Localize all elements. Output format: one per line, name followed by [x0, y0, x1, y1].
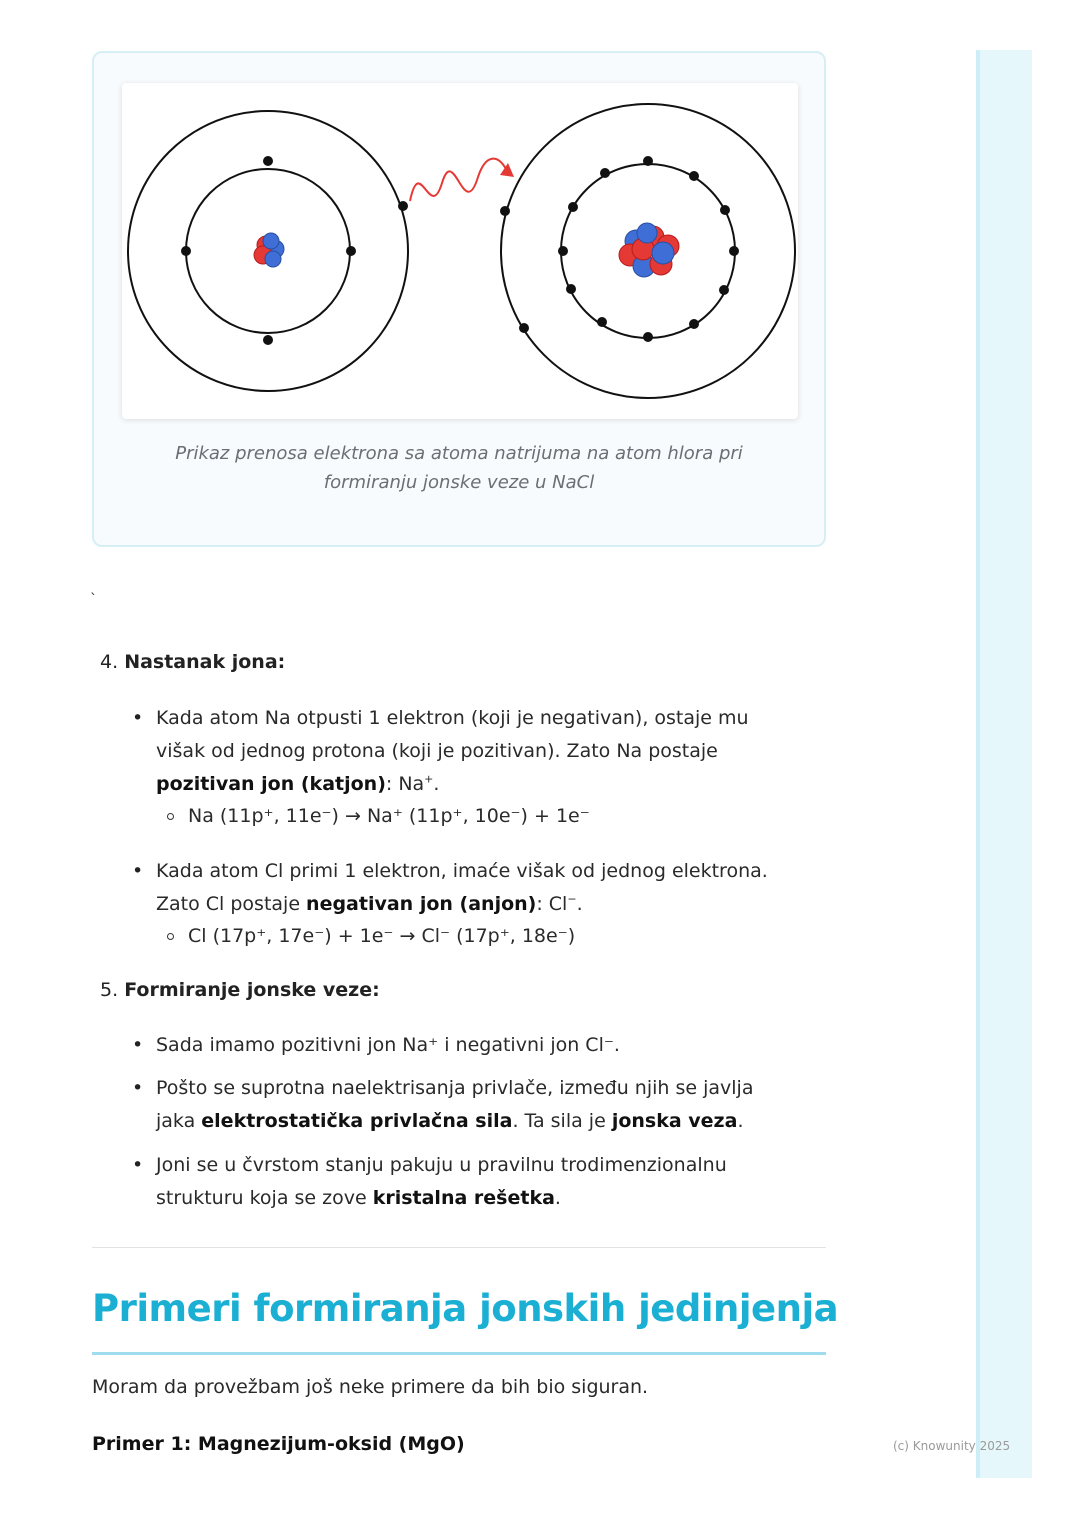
- caption-line: formiranju jonske veze u NaCl: [323, 472, 595, 493]
- list-number: 4.: [100, 651, 119, 673]
- bold-term: negativan jon (anjon): [306, 893, 537, 915]
- title-underline: [92, 1352, 826, 1355]
- chlorine-atom: [500, 104, 795, 398]
- electron: [519, 323, 529, 333]
- electron: [719, 285, 729, 295]
- stray-mark: `: [90, 592, 97, 608]
- section-label: Formiranje jonske veze:: [124, 979, 380, 1001]
- section-heading-5: [100, 979, 380, 1001]
- inline-text: jaka: [156, 1110, 202, 1132]
- sub-list-item: Na (11p⁺, 11e⁻) → Na⁺ (11p⁺, 10e⁻) + 1e⁻: [188, 800, 590, 833]
- electron: [566, 284, 576, 294]
- inline-text: .: [737, 1110, 744, 1132]
- superscript: −: [567, 892, 577, 906]
- transferring-electron: [398, 201, 408, 211]
- divider: [92, 1247, 826, 1248]
- sidebar-strip: [976, 50, 1032, 1478]
- section-title: Primeri formiranja jonskih jedinjenja: [92, 1287, 839, 1330]
- list-item: [156, 1072, 816, 1138]
- electron-transfer-diagram: [122, 83, 798, 419]
- electron: [689, 319, 699, 329]
- inline-text: .: [433, 773, 440, 795]
- inline-text: .: [576, 893, 583, 915]
- electron: [643, 332, 653, 342]
- example-title: Primer 1: Magnezijum-oksid (MgO): [92, 1433, 465, 1455]
- inline-text: .: [554, 1187, 561, 1209]
- inline-text: : Cl: [536, 893, 568, 915]
- inline-text: . Ta sila je: [512, 1110, 612, 1132]
- list-item: [156, 1149, 816, 1215]
- electron: [263, 156, 273, 166]
- electron: [729, 246, 739, 256]
- text-line: • Joni se u čvrstom stanju pakuju u pravilnu trodimenzionalnu: [156, 1154, 727, 1176]
- text-line: [156, 768, 816, 801]
- electron: [568, 202, 578, 212]
- electron: [558, 246, 568, 256]
- figure-caption: [114, 439, 804, 497]
- text-line: • Kada atom Cl primi 1 elektron, imaće višak od jednog elektrona.: [156, 860, 768, 882]
- text-line: • Kada atom Na otpusti 1 elektron (koji je negativan), ostaje mu: [156, 707, 749, 729]
- list-number: 5.: [100, 979, 119, 1001]
- bold-term: jonska veza: [611, 1110, 738, 1132]
- electron: [600, 168, 610, 178]
- chlorine-nucleus: [619, 223, 679, 277]
- text-line: [156, 888, 816, 921]
- figure-box: [92, 51, 826, 547]
- electron: [689, 171, 699, 181]
- bold-term: kristalna rešetka: [372, 1187, 555, 1209]
- inline-text: : Na: [385, 773, 425, 795]
- list-item: [156, 702, 816, 801]
- text-line: [156, 1182, 816, 1215]
- electron: [263, 335, 273, 345]
- bold-term: elektrostatička privlačna sila: [201, 1110, 513, 1132]
- sodium-nucleus: [254, 233, 284, 267]
- sub-list-item: Cl (17p⁺, 17e⁻) + 1e⁻ → Cl⁻ (17p⁺, 18e⁻): [188, 920, 575, 953]
- atom-diagram: [122, 83, 798, 419]
- section-heading-4: [100, 651, 285, 673]
- electron: [181, 246, 191, 256]
- transfer-arrow: [410, 159, 514, 201]
- sodium-atom: [128, 111, 408, 391]
- copyright-footer: (c) Knowunity 2025: [893, 1439, 1011, 1453]
- electron: [597, 317, 607, 327]
- text-line: višak od jednog protona (koji je pozitivan). Zato Na postaje: [156, 740, 718, 762]
- section-label: Nastanak jona:: [124, 651, 286, 673]
- text-line: • Pošto se suprotna naelektrisanja privlače, između njih se javlja: [156, 1077, 754, 1099]
- electron: [346, 246, 356, 256]
- caption-line: Prikaz prenosa elektrona sa atoma natrijuma na atom hlora pri: [175, 443, 743, 464]
- bold-term: pozitivan jon (katjon): [156, 773, 386, 795]
- electron: [500, 206, 510, 216]
- electron: [643, 156, 653, 166]
- paragraph: Moram da provežbam još neke primere da bih bio siguran.: [92, 1376, 649, 1398]
- inline-text: strukturu koja se zove: [156, 1187, 373, 1209]
- inline-text: Zato Cl postaje: [156, 893, 307, 915]
- superscript: +: [424, 772, 434, 786]
- list-item: • Sada imamo pozitivni jon Na⁺ i negativni jon Cl⁻.: [156, 1029, 816, 1062]
- text-line: [156, 1105, 816, 1138]
- list-item: [156, 855, 816, 921]
- electron: [720, 205, 730, 215]
